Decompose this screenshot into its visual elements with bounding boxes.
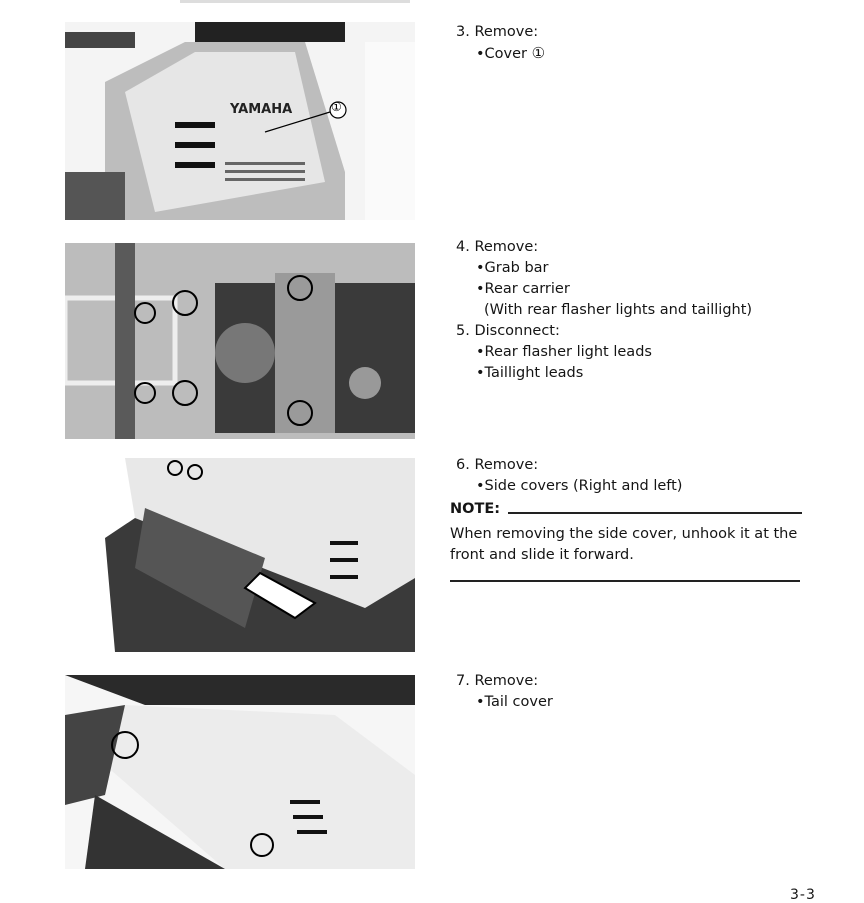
note-label: NOTE: xyxy=(450,501,501,517)
step-6: 6. Remove: xyxy=(456,457,539,473)
step-3: 3. Remove: xyxy=(456,24,539,40)
bullet-tail-cover: •Tail cover xyxy=(476,694,553,710)
note-rule xyxy=(508,512,802,514)
bullet-taillight-leads: •Taillight leads xyxy=(476,365,584,381)
bullet-rear-flasher-leads: •Rear flasher light leads xyxy=(476,344,652,360)
top-edge-mark xyxy=(180,0,410,3)
bullet-grab-bar: •Grab bar xyxy=(476,260,549,276)
section-remove-cover xyxy=(450,22,545,65)
section-remove-grab-bar xyxy=(450,237,752,384)
photo-grab-bar xyxy=(65,243,415,439)
bullet-rear-carrier: •Rear carrier xyxy=(476,281,570,297)
rear-carrier-note: (With rear flasher lights and taillight) xyxy=(484,302,753,318)
page-number: 3-3 xyxy=(790,887,816,903)
photo-callout-number: ① xyxy=(331,100,342,114)
photo-front-cover xyxy=(65,22,415,220)
step-4: 4. Remove: xyxy=(456,239,539,255)
step-5: 5. Disconnect: xyxy=(456,323,560,339)
photo-tail-cover xyxy=(65,675,415,869)
section-remove-tail-cover xyxy=(450,671,553,713)
note-text: When removing the side cover, unhook it at the front and slide it forward. xyxy=(450,526,798,563)
bullet-cover: •Cover ① xyxy=(476,44,546,62)
note-end-rule xyxy=(450,580,800,582)
bullet-side-covers: •Side covers (Right and left) xyxy=(476,478,683,494)
callout-number: ① xyxy=(531,44,546,62)
photo-brand-label: YAMAHA xyxy=(230,102,293,117)
note-heading xyxy=(450,499,802,520)
step-7: 7. Remove: xyxy=(456,673,539,689)
photo-side-cover xyxy=(65,458,415,652)
section-remove-side-covers xyxy=(450,455,802,582)
